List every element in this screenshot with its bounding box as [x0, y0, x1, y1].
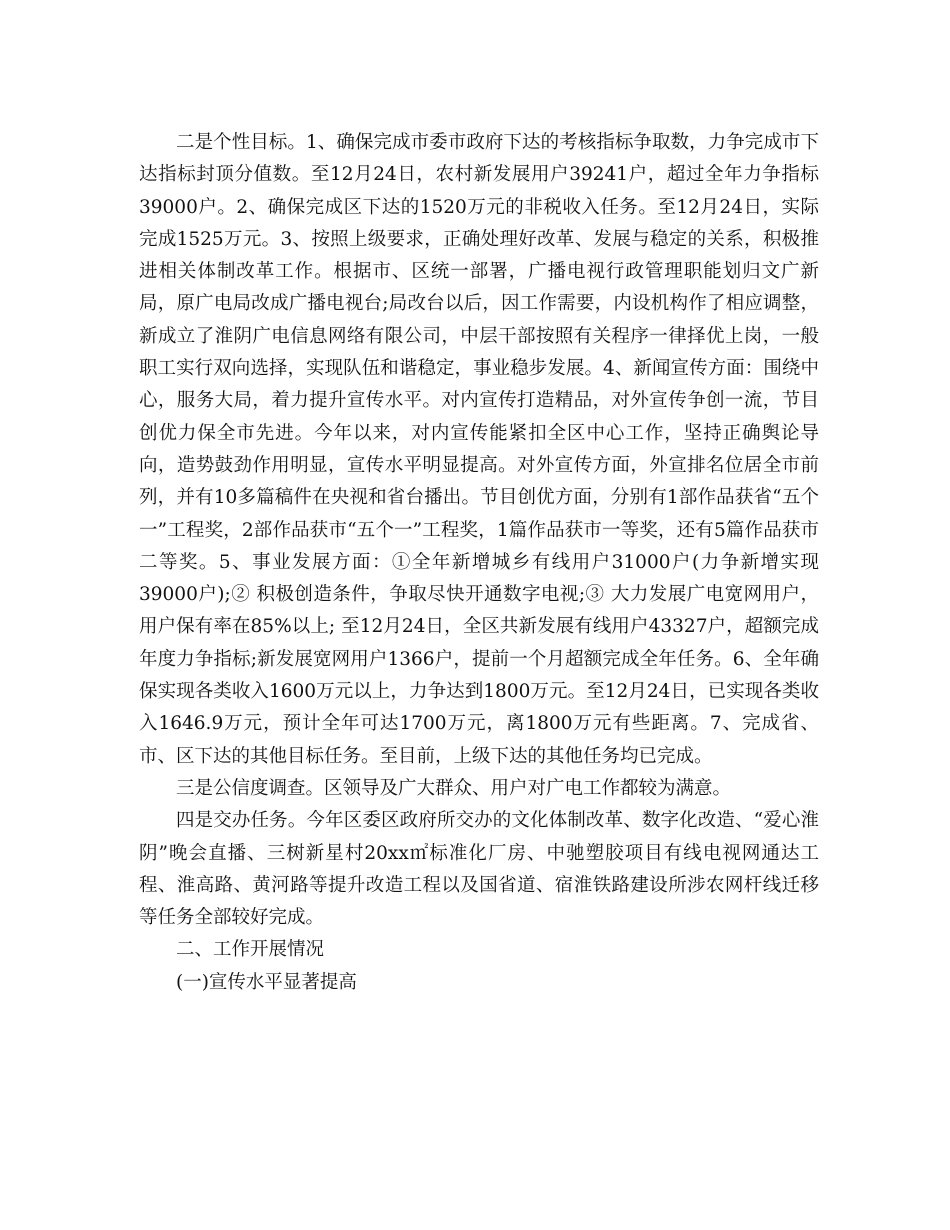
paragraph-individual-goals: 二是个性目标。1、确保完成市委市政府下达的考核指标争取数，力争完成市下达指标封顶分值数。至12月24日，农村新发展用户39241户，超过全年力争指标39000户。2、确保完成区下达的1520万元的非税收入任务。至12月24日，实际完成1525万元。3、按照上级要求，正确处理好改革、发展与稳定的关系，积极推进相关体制改革工作。根据市、区统一部署，广播电视行政管理职能划归文广新局，原广电局改成广播电视台;局改台以后，因工作需要，内设机构作了相应调整，新成立了淮阴广电信息网络有限公司，中层干部按照有关程序一律择优上岗，一般职工实行双向选择，实现队伍和谐稳定，事业稳步发展。4、新闻宣传方面：围绕中心，服务大局，着力提升宣传水平。对内宣传打造精品，对外宣传争创一流，节目创优力保全市先进。今年以来，对内宣传能紧扣全区中心工作，坚持正确舆论导向，造势鼓劲作用明显，宣传水平明显提高。对外宣传方面，外宣排名位居全市前列，并有10多篇稿件在央视和省台播出。节目创优方面，分别有1部作品获省“五个一”工程奖，2部作品获市“五个一”工程奖，1篇作品获市一等奖，还有5篇作品获市二等奖。5、事业发展方面：①全年新增城乡有线用户31000户(力争新增实现39000户);② 积极创造条件，争取尽快开通数字电视;③ 大力发展广电宽网用户，用户保有率在85%以上; 至12月24日，全区共新发展有线用户43327户，超额完成年度力争指标;新发展宽网用户1366户，提前一个月超额完成全年任务。6、全年确保实现各类收入1600万元以上，力争达到1800万元。至12月24日，已实现各类收入1646.9万元，预计全年可达1700万元，离1800万元有些距离。7、完成省、市、区下达的其他目标任务。至目前，上级下达的其他任务均已完成。 [139, 132, 819, 767]
subsection-heading-publicity: (一)宣传水平显著提高 [176, 971, 357, 993]
document-body [139, 127, 819, 999]
section-heading-work-progress: 二、工作开展情况 [176, 939, 325, 961]
paragraph-credibility-survey: 三是公信度调查。区领导及广大群众、用户对广电工作都较为满意。 [176, 777, 732, 799]
paragraph-assigned-tasks: 四是交办任务。今年区委区政府所交办的文化体制改革、数字化改造、“爱心淮阴”晚会直播、三树新星村20xx㎡标准化厂房、中驰塑胶项目有线电视网通达工程、淮高路、黄河路等提升改造工程以及国省道、宿淮铁路建设所涉农网杆线迁移等任务全部较好完成。 [139, 810, 819, 929]
